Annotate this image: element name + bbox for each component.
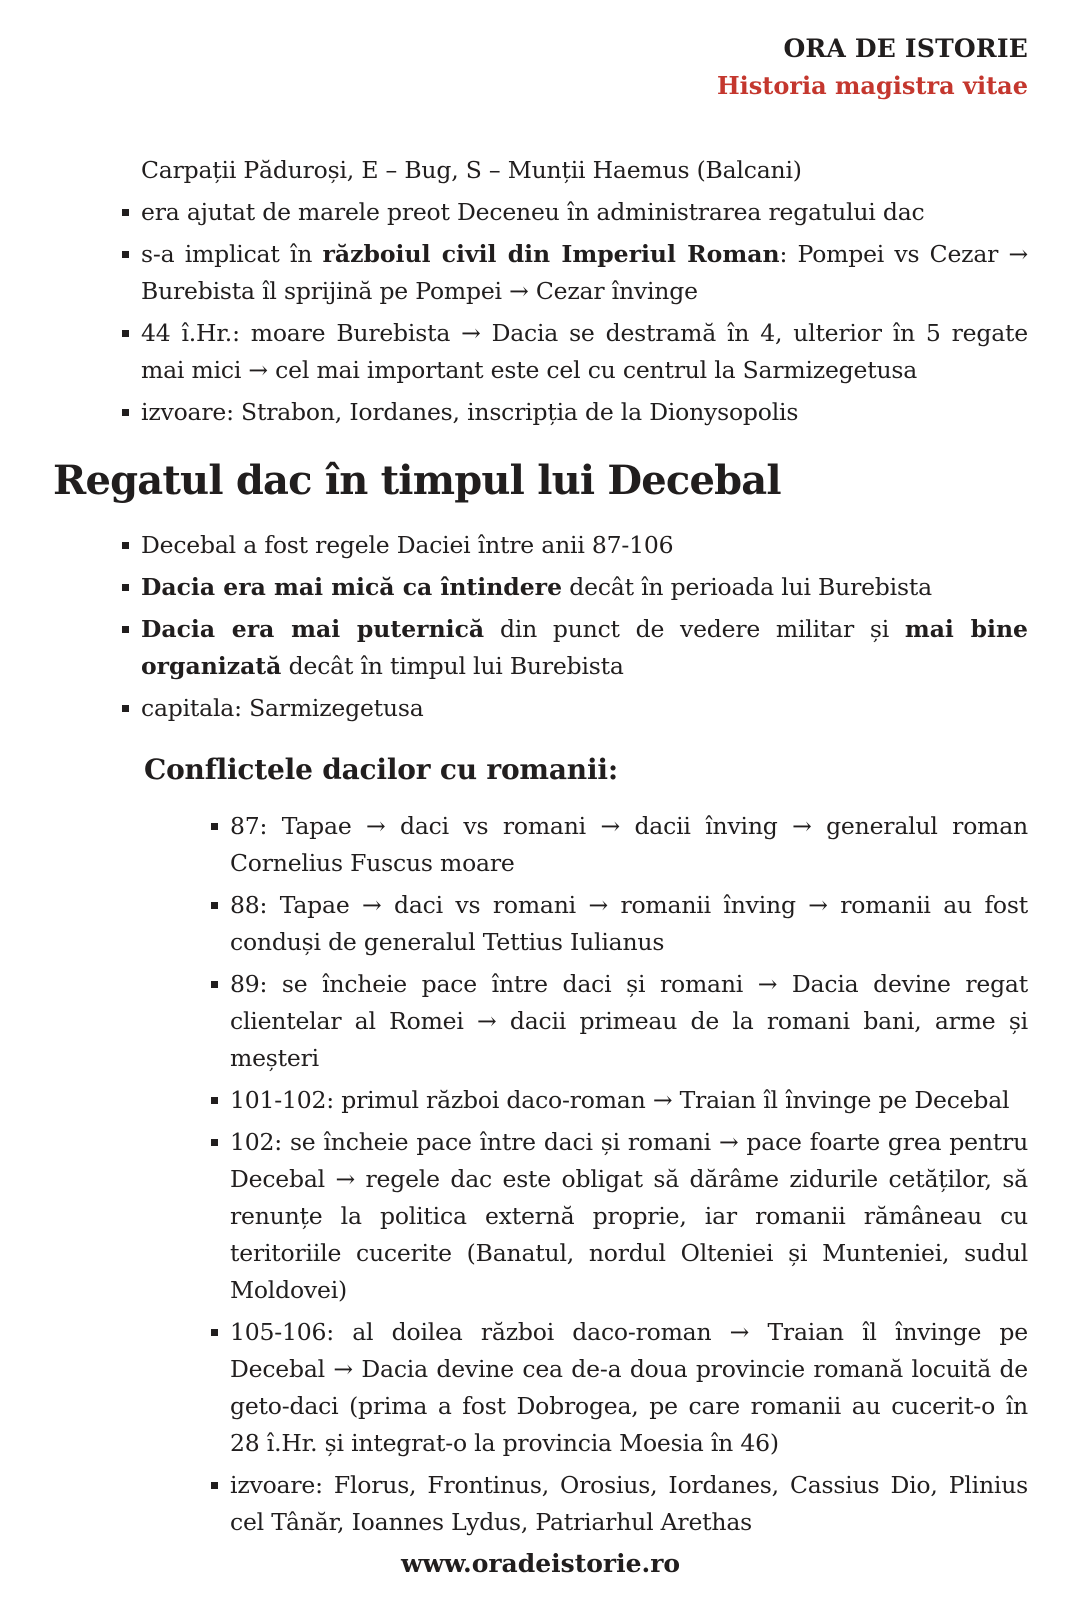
list-item bbox=[141, 394, 1028, 431]
site-motto: Historia magistra vitae bbox=[716, 71, 1028, 100]
text-segment: izvoare: Florus, Frontinus, Orosius, Iordanes, Cassius Dio, Plinius cel Tânăr, Ioannes Lydus, Patriarhul Arethas bbox=[230, 1471, 1028, 1536]
text-segment: 101-102: primul război daco-roman → Traian îl învinge pe Decebal bbox=[230, 1086, 1010, 1114]
page-header bbox=[53, 30, 1028, 104]
text-segment: capitala: Sarmizegetusa bbox=[141, 694, 424, 722]
text-segment: s-a implicat în bbox=[141, 240, 323, 268]
decebal-notes-list bbox=[141, 527, 1028, 727]
list-item bbox=[141, 690, 1028, 727]
section-heading-decebal: Regatul dac în timpul lui Decebal bbox=[53, 457, 781, 504]
list-item bbox=[141, 194, 1028, 231]
text-segment: izvoare: Strabon, Iordanes, inscripția de la Dionysopolis bbox=[141, 398, 799, 426]
list-item bbox=[230, 1082, 1028, 1119]
text-segment: era ajutat de marele preot Deceneu în administrarea regatului dac bbox=[141, 198, 925, 226]
subsection-heading-conflicts: Conflictele dacilor cu romanii: bbox=[144, 753, 618, 786]
list-item bbox=[141, 152, 1028, 189]
list-item bbox=[230, 1124, 1028, 1309]
bold-text-segment: Dacia era mai puternică bbox=[141, 615, 485, 643]
text-segment: 89: se încheie pace între daci și romani → Dacia devine regat clientelar al Romei → dacii primeau de la romani bani, arme și meșteri bbox=[230, 970, 1028, 1072]
list-item bbox=[230, 887, 1028, 961]
bold-text-segment: Dacia era mai mică ca întindere bbox=[141, 573, 563, 601]
list-item bbox=[141, 236, 1028, 310]
text-segment: 87: Tapae → daci vs romani → dacii înving → generalul roman Cornelius Fuscus moare bbox=[230, 812, 1028, 877]
list-item bbox=[141, 527, 1028, 564]
text-segment: 105-106: al doilea război daco-roman → Traian îl învinge pe Decebal → Dacia devine cea de-a doua provincie romană locuită de geto-daci (prima a fost Dobrogea, pe care romanii au cucerit-o în 28 î.Hr. și integrat-o la provincia Moesia în 46) bbox=[230, 1318, 1028, 1457]
text-segment: decât în timpul lui Burebista bbox=[281, 652, 624, 680]
text-segment: din punct de vedere militar și bbox=[484, 615, 905, 643]
list-item bbox=[230, 1467, 1028, 1541]
list-item bbox=[230, 1314, 1028, 1462]
list-item bbox=[230, 966, 1028, 1077]
list-item bbox=[141, 611, 1028, 685]
page-footer bbox=[53, 1546, 1028, 1586]
list-item bbox=[230, 808, 1028, 882]
site-title: ORA DE ISTORIE bbox=[783, 34, 1028, 63]
text-segment: decât în perioada lui Burebista bbox=[562, 573, 932, 601]
conflicts-list bbox=[230, 808, 1028, 1541]
text-segment: : Pompei vs Cezar → Burebista îl sprijină pe Pompei → Cezar învinge bbox=[141, 240, 1028, 305]
burebista-notes-list bbox=[141, 152, 1028, 431]
list-item bbox=[141, 315, 1028, 389]
text-segment: Carpații Păduroși, E – Bug, S – Munții Haemus (Balcani) bbox=[141, 156, 802, 184]
text-segment: 44 î.Hr.: moare Burebista → Dacia se destramă în 4, ulterior în 5 regate mai mici → cel mai important este cel cu centrul la Sarmizegetusa bbox=[141, 319, 1028, 384]
website-url: www.oradeistorie.ro bbox=[400, 1549, 681, 1578]
document-body bbox=[53, 152, 1028, 1546]
text-segment: 102: se încheie pace între daci și romani → pace foarte grea pentru Decebal → regele dac este obligat să dărâme zidurile cetăților, să renunțe la politica externă proprie, iar romanii rămâneau cu teritoriile cucerite (Banatul, nordul Olteniei și Munteniei, sudul Moldovei) bbox=[230, 1128, 1028, 1304]
text-segment: 88: Tapae → daci vs romani → romanii înving → romanii au fost conduși de generalul Tettius Iulianus bbox=[230, 891, 1028, 956]
bold-text-segment: mai bine organizată bbox=[141, 615, 1028, 680]
bold-text-segment: războiul civil din Imperiul Roman bbox=[322, 240, 780, 268]
text-segment: Decebal a fost regele Daciei între anii 87-106 bbox=[141, 531, 674, 559]
list-item bbox=[141, 569, 1028, 606]
